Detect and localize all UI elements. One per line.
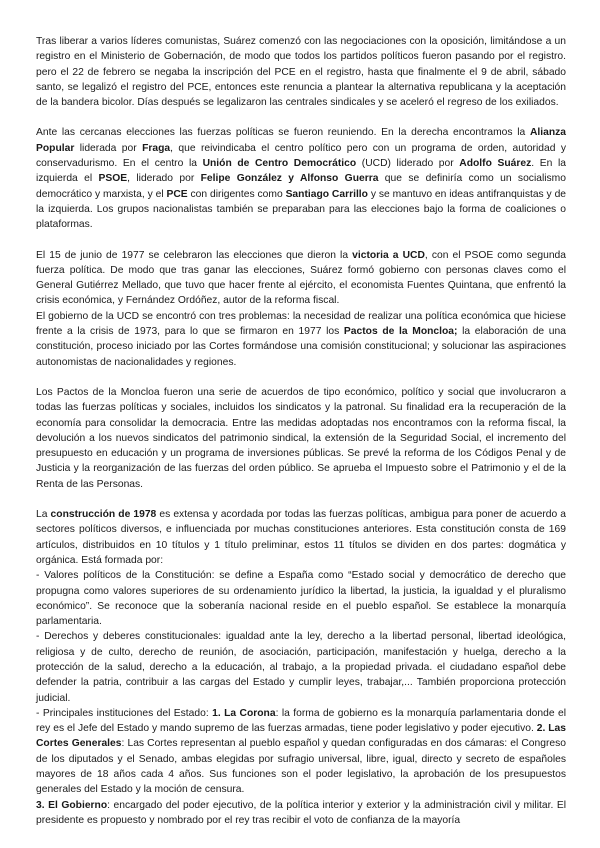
text-run: : Las Cortes representan al pueblo español y quedan configuradas en dos cámaras: el Congreso de los diputados y el Senado, ambas elegidas por sufragio universal, libre, igual, directo y secreto de españoles mayores de 18 años cada 4 años. Sus funciones son el poder legislativo, la aprobación de los presupuestos generales del Estado y la moción de censura.	[36, 738, 566, 796]
bold-term: Pactos de la Moncloa;	[343, 326, 458, 338]
text-run: la elaboración de una constitución, proceso iniciado por las Cortes formándose una comisión constitucional; y solucionar las aspiraciones autonomistas de nacionalidades y regiones.	[36, 326, 566, 368]
bold-term: 2. Las Cortes Generales	[36, 723, 566, 750]
paragraph-elecciones-1977	[36, 248, 566, 309]
paragraph-problemas-ucd	[36, 309, 566, 370]
text-run: es extensa y acordada por todas las fuerzas políticas, ambigua para poner de acuerdo a sectores políticos diversos, e influenciada por muchas constituciones anteriores. Esta constitución consta de 169 artículos, distribuidos en 10 títulos y 1 título preliminar, estos 11 títulos se dividen en dos partes: dogmática y orgánica. Está formada por:	[36, 509, 567, 566]
text-run: liderada por	[74, 142, 143, 154]
text-run: , liderado por	[127, 173, 201, 185]
text-run: Ante las cercanas elecciones las fuerzas políticas se fueron reuniendo. En la derecha encontramos la	[36, 127, 530, 139]
paragraph-fuerzas-politicas	[36, 125, 566, 232]
text-run: que se definiría como un socialismo democrático y marxista, y el	[36, 173, 566, 200]
bold-term: PCE	[166, 188, 188, 200]
paragraph-instituciones	[36, 706, 566, 798]
bold-term: Fraga	[142, 142, 171, 154]
paragraph-valores-politicos	[36, 568, 566, 629]
text-run: (UCD) liderado por	[356, 158, 460, 170]
text-run: con dirigentes como	[187, 188, 286, 200]
text-run: : la forma de gobierno es la monarquía parlamentaria donde el rey es el Jefe del Estado y mando supremo de las fuerzas armadas, tiene poder legislativo y poder ejecutivo.	[36, 707, 566, 735]
paragraph-constitucion	[36, 507, 566, 568]
paragraph-text: - Valores políticos de la Constitución: se define a España como “Estado social y democrático de derecho que propugna como valores superiores de su ordenamiento jurídico la libertad, la justicia, la igualdad y el pluralismo económico”. Se reconoce que la soberanía nacional reside en el pueblo español. Se establece la monarquía parlamentaria.	[36, 570, 566, 628]
text-run: . En la izquierda el	[36, 158, 566, 185]
paragraph-text: - Derechos y deberes constitucionales: igualdad ante la ley, derecho a la libertad personal, libertad ideológica, religiosa y de culto, derecho de reunión, de asociación, participación, manifestación y huelga, derecho a la protección de la salud, derecho a la educación, al trabajo, a la propiedad privada. el ciudadano español debe defender la patria, contribuir a las cargas del Estado y cumplir leyes, trabajar,... También proporciona protección judicial.	[36, 631, 566, 704]
bold-term: victoria a UCD	[352, 249, 425, 261]
paragraph-text: Los Pactos de la Moncloa fueron una serie de acuerdos de tipo económico, político y social que involucraron a todas las fuerzas políticas y sociales, incluidos los sindicatos y la patronal. Su finalidad era la recuperación de la economía para consolidar la democracia. Entre las medidas adoptadas nos encontramos con la reforma fiscal, la devolución a los nuevos sindicatos del patrimonio sindical, la extensión de la Seguridad Social, el incremento del presupuesto en educación y un programa de inversiones públicas. Se prevé la reforma de los Códigos Penal y de Justicia y la reorganización de las fuerzas del orden público. Se aprueba el Impuesto sobre el Patrimonio y el de la Renta de las Personas.	[36, 386, 566, 490]
bold-term: 1. La Corona	[212, 707, 276, 719]
text-run: , que reivindicaba el centro político pero con un programa de orden, autoridad y conservadurismo. En el centro la	[36, 142, 566, 170]
bold-term: Santiago Carrillo	[285, 188, 368, 200]
text-run: El 15 de junio de 1977 se celebraron las elecciones que dieron la	[36, 249, 353, 261]
bold-term: Felipe González y Alfonso Guerra	[200, 173, 379, 185]
paragraph-gobierno	[36, 798, 566, 829]
text-run: , con el PSOE como segunda fuerza política. De modo que tras ganar las elecciones, Suárez formó gobierno con personas claves como el General Gutiérrez Mellado, que tuvo que hacer frente al ejército, el economista Fuentes Quintana, que enfrentó la crisis económica, y Fernández Ordóñez, autor de la reforma fiscal.	[36, 249, 566, 307]
paragraph-derechos-deberes	[36, 629, 566, 705]
paragraph-pactos-moncloa	[36, 385, 566, 492]
bold-term: Adolfo Suárez	[459, 158, 532, 170]
text-run: y se mantuvo en ideas antifranquistas y de la izquierda. Los grupos nacionalistas también se preparaban para las elecciones bajo la forma de coaliciones o plataformas.	[36, 188, 567, 231]
text-run: La	[36, 509, 51, 521]
bold-term: Alianza Popular	[36, 127, 566, 154]
bold-term: PSOE	[98, 173, 128, 185]
bold-term: Unión de Centro Democrático	[202, 158, 357, 170]
paragraph-legalizacion-pce	[36, 34, 566, 110]
document-page	[36, 34, 566, 828]
paragraph-text: Tras liberar a varios líderes comunistas, Suárez comenzó con las negociaciones con la oposición, limitándose a un registro en el Ministerio de Gobernación, de modo que todos los partidos políticos fueron pasando por el registro. pero el 22 de febrero se negaba la inscripción del PCE en el registro, hasta que finalmente el 9 de abril, sábado santo, se legalizó el registro del PCE, entonces este renuncia a plantear la alternativa republicana y la aceptación de la bandera bicolor. Días después se legalizaron las centrales sindicales y se aceleró el regreso de los exiliados.	[36, 36, 566, 109]
text-run: - Principales instituciones del Estado:	[36, 707, 213, 719]
text-run: : encargado del poder ejecutivo, de la política interior y exterior y la administración civil y militar. El presidente es propuesto y nombrado por el rey tras recibir el voto de confianza de la mayoría	[36, 799, 566, 826]
text-run: El gobierno de la UCD se encontró con tres problemas: la necesidad de realizar una política económica que hiciese frente a la crisis de 1973, para lo que se firmaron en 1977 los	[36, 310, 566, 338]
bold-term: construcción de 1978	[50, 509, 157, 521]
bold-term: 3. El Gobierno	[36, 799, 108, 811]
